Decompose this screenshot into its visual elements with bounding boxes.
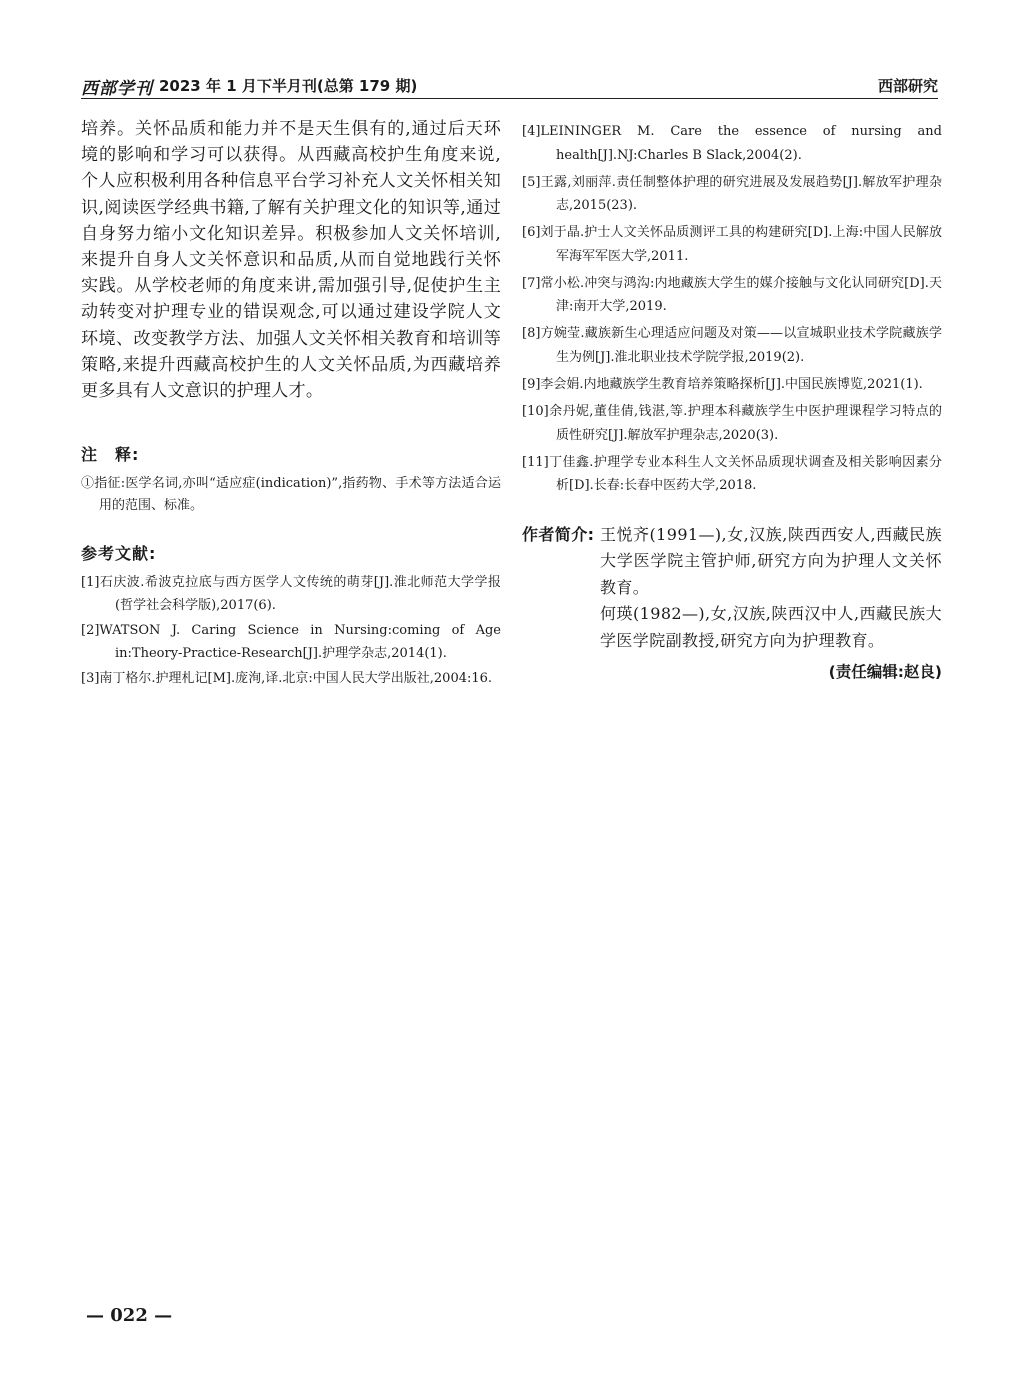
reference-item: [2]WATSON J. Caring Science in Nursing:coming of Age in:Theory-Practice-Research[J].护理学杂志,2014(1).: [81, 623, 501, 662]
references-list-right: [522, 120, 942, 498]
reference-item: [7]常小松.冲突与鸿沟:内地藏族大学生的媒介接触与文化认同研究[D].天津:南开大学,2019.: [522, 275, 942, 315]
body-paragraph: 培养。关怀品质和能力并不是天生俱有的,通过后天环境的影响和学习可以获得。从西藏高校护生角度来说,个人应积极利用各种信息平台学习补充人文关怀相关知识,阅读医学经典书籍,了解有关护理文化的知识等,通过自身努力缩小文化知识差异。积极参加人文关怀培训,来提升自身人文关怀意识和品质,从而自觉地践行关怀实践。从学校老师的角度来讲,需加强引导,促使护生主动转变对护理专业的错误观念,可以通过建设学院人文环境、改变教学方法、加强人文关怀相关教育和培训等策略,来提升西藏高校护生的人文关怀品质,为西藏培养更多具有人文意识的护理人才。: [81, 119, 501, 402]
issue-info: 2023 年 1 月下半月刊(总第 179 期): [159, 77, 418, 95]
reference-item: [3]南丁格尔.护理札记[M].庞洵,译.北京:中国人民大学出版社,2004:16.: [81, 671, 493, 687]
running-header: [81, 68, 938, 99]
references-heading: 参考文献:: [81, 544, 157, 564]
note-item: ①指征:医学名词,亦叫“适应症(indication)”,指药物、手术等方法适合运用的范围、标准。: [81, 476, 501, 514]
reference-item: [10]余丹妮,董佳倩,钱湛,等.护理本科藏族学生中医护理课程学习特点的质性研究[J].解放军护理杂志,2020(3).: [522, 404, 942, 443]
reference-item: [1]石庆波.希波克拉底与西方医学人文传统的萌芽[J].淮北师范大学学报(哲学社会科学版),2017(6).: [81, 575, 501, 614]
reference-item: [9]李会娟.内地藏族学生教育培养策略探析[J].中国民族博览,2021(1).: [522, 376, 923, 392]
references-list-left: [81, 571, 501, 690]
left-column: [81, 116, 501, 692]
reference-item: [6]刘于晶.护士人文关怀品质测评工具的构建研究[D].上海:中国人民解放军海军军医大学,2011.: [522, 225, 942, 264]
author-intro-label: 作者简介:: [522, 524, 595, 544]
author-bio: 何瑛(1982—),女,汉族,陕西汉中人,西藏民族大学医学院副教授,研究方向为护理教育。: [600, 604, 942, 650]
reference-item: [8]方婉莹.藏族新生心理适应问题及对策——以宣城职业技术学院藏族学生为例[J].淮北职业技术学院学报,2019(2).: [522, 326, 942, 365]
page-number: — 022 —: [86, 1305, 173, 1326]
right-column: [522, 120, 942, 682]
author-bio: 王悦齐(1991—),女,汉族,陕西西安人,西藏民族大学医学院主管护师,研究方向为护理人文关怀教育。: [600, 524, 942, 597]
author-intro: [522, 522, 942, 655]
notes-heading: 注 释:: [81, 445, 140, 465]
reference-item: [4]LEININGER M. Care the essence of nursing and health[J].NJ:Charles B Slack,2004(2).: [522, 124, 942, 163]
journal-name: 西部学刊: [81, 79, 153, 99]
section-name: 西部研究: [877, 77, 938, 95]
reference-item: [11]丁佳鑫.护理学专业本科生人文关怀品质现状调查及相关影响因素分析[D].长春:长春中医药大学,2018.: [522, 454, 942, 494]
reference-item: [5]王露,刘丽萍.责任制整体护理的研究进展及发展趋势[J].解放军护理杂志,2015(23).: [522, 174, 942, 214]
responsible-editor: (责任编辑:赵良): [828, 663, 942, 682]
